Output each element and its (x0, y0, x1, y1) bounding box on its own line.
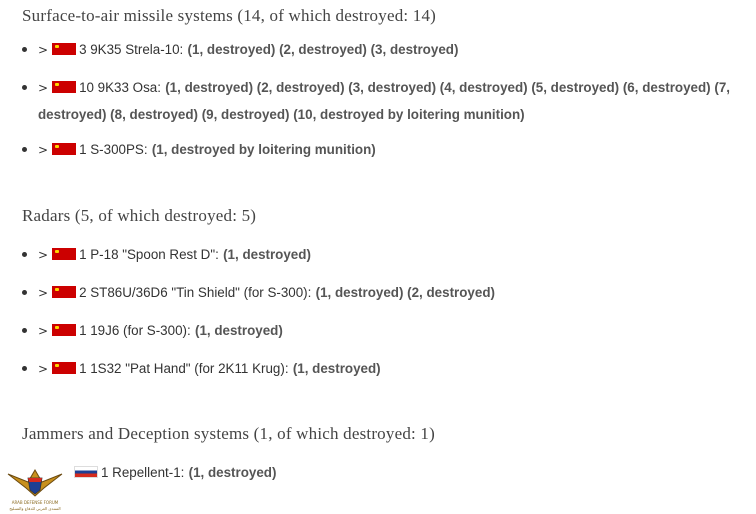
item-details[interactable]: (1, destroyed) (194, 323, 283, 338)
jammers-list (22, 460, 742, 487)
ussr-flag-icon (52, 324, 76, 336)
list-item (22, 75, 742, 129)
item-details[interactable]: (1, destroyed) (292, 361, 381, 376)
section-title-sam: Surface-to-air missile systems (14, of which destroyed: 14) (22, 6, 437, 25)
item-name: 10 9K33 Osa: (79, 80, 161, 95)
item-name: 1 P-18 "Spoon Rest D": (79, 247, 219, 262)
list-item (22, 460, 742, 487)
chevron-right-icon[interactable]: > (38, 324, 49, 338)
ussr-flag-icon (52, 143, 76, 155)
bullet-dot (22, 252, 27, 257)
ussr-flag-icon (52, 81, 76, 93)
chevron-right-icon[interactable]: > (38, 362, 49, 376)
ussr-flag-icon (52, 43, 76, 55)
section-title-jammers: Jammers and Deception systems (1, of which destroyed: 1) (22, 424, 435, 443)
list-item (22, 356, 742, 383)
item-details[interactable]: (1, destroyed) (2, destroyed) (3, destroyed) (187, 42, 459, 57)
sam-list (22, 37, 742, 164)
bullet-dot (22, 85, 27, 90)
list-item (22, 242, 742, 269)
item-name: 2 ST86U/36D6 "Tin Shield" (for S-300): (79, 285, 312, 300)
section-jammers (22, 424, 742, 487)
chevron-right-icon[interactable]: > (38, 81, 49, 95)
chevron-right-icon[interactable]: > (38, 43, 49, 57)
item-details[interactable]: (1, destroyed) (188, 465, 277, 480)
list-item (22, 137, 742, 164)
russia-flag-icon (74, 466, 98, 478)
chevron-right-icon[interactable]: > (38, 143, 49, 157)
bullet-dot (22, 47, 27, 52)
bullet-dot (22, 147, 27, 152)
item-name: 1 Repellent-1: (101, 465, 185, 480)
item-details[interactable]: (1, destroyed) (2, destroyed) (315, 285, 495, 300)
radars-list (22, 242, 742, 383)
watermark-line-2: المنتدى العربي للدفاع والتسليح (9, 506, 61, 511)
chevron-right-icon[interactable]: > (38, 248, 49, 262)
item-name: 1 S-300PS: (79, 142, 148, 157)
section-radars (22, 206, 742, 383)
watermark-line-1: ARAB DEFENSE FORUM (11, 500, 59, 505)
eagle-emblem-icon (4, 466, 66, 500)
ussr-flag-icon (52, 286, 76, 298)
bullet-dot (22, 366, 27, 371)
bullet-dot (22, 328, 27, 333)
item-name: 1 19J6 (for S-300): (79, 323, 191, 338)
list-item (22, 318, 742, 345)
item-name: 3 9K35 Strela-10: (79, 42, 184, 57)
ussr-flag-icon (52, 362, 76, 374)
arab-defense-forum-logo (4, 466, 66, 512)
item-details[interactable]: (1, destroyed) (2, destroyed) (3, destroyed) (4, destroyed) (5, destroyed) (6, destroyed) (7, destroyed) (8, destroyed) (9, destroyed) (10, destroyed by loitering munition) (38, 80, 730, 122)
ussr-flag-icon (52, 248, 76, 260)
item-name: 1 1S32 "Pat Hand" (for 2K11 Krug): (79, 361, 289, 376)
list-item (22, 280, 742, 307)
item-details[interactable]: (1, destroyed by loitering munition) (151, 142, 376, 157)
section-title-radars: Radars (5, of which destroyed: 5) (22, 206, 257, 225)
list-item (22, 37, 742, 64)
section-sam-systems (22, 6, 742, 164)
bullet-dot (22, 290, 27, 295)
item-details[interactable]: (1, destroyed) (223, 247, 311, 262)
chevron-right-icon[interactable]: > (38, 286, 49, 300)
